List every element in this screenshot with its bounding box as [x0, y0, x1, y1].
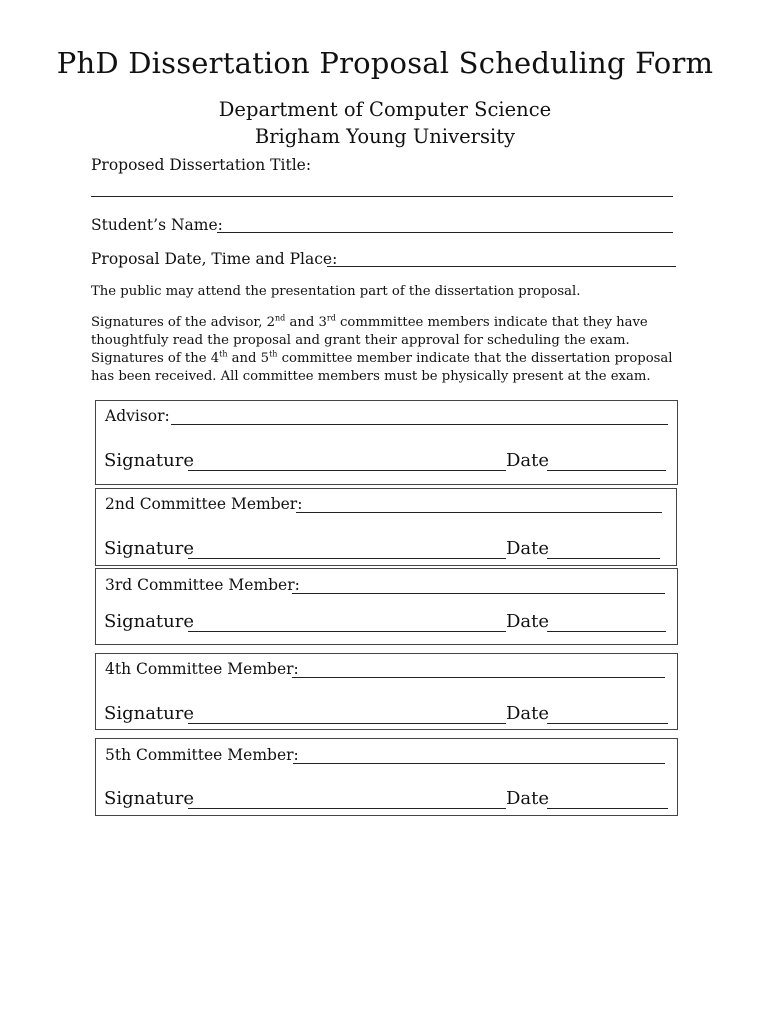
public-notice: The public may attend the presentation part of the dissertation proposal. [91, 284, 581, 299]
member-2-date-field[interactable] [547, 558, 660, 559]
member-3-signature-field[interactable] [188, 631, 506, 632]
member-5-name-field[interactable] [293, 763, 665, 764]
dissertation-title-field[interactable] [91, 196, 673, 197]
member-4-label: 4th Committee Member: [105, 660, 299, 678]
proposal-date-field[interactable] [327, 266, 676, 267]
member-3-label: 3rd Committee Member: [105, 576, 300, 594]
advisor-date-label: Date [506, 450, 550, 471]
member-5-signature-label: Signature [104, 788, 195, 809]
member-4-box [95, 653, 678, 730]
member-4-name-field[interactable] [292, 677, 665, 678]
advisor-signature-label: Signature [104, 450, 195, 471]
member-3-date-field[interactable] [547, 631, 666, 632]
advisor-date-field[interactable] [547, 470, 666, 471]
advisor-name-field[interactable] [171, 424, 668, 425]
member-4-date-label: Date [506, 703, 550, 724]
member-2-signature-field[interactable] [188, 558, 506, 559]
member-3-box [95, 568, 678, 645]
advisor-label: Advisor: [105, 407, 170, 425]
member-2-date-label: Date [506, 538, 550, 559]
student-name-field[interactable] [217, 232, 673, 233]
member-5-label: 5th Committee Member: [105, 746, 299, 764]
member-4-signature-field[interactable] [188, 723, 506, 724]
member-3-date-label: Date [506, 611, 550, 632]
advisor-box [95, 400, 678, 485]
member-2-box [95, 488, 677, 566]
member-5-signature-field[interactable] [188, 808, 506, 809]
proposal-date-label: Proposal Date, Time and Place: [91, 250, 338, 268]
member-4-date-field[interactable] [547, 723, 668, 724]
department-name: Department of Computer Science [218, 98, 552, 121]
student-name-label: Student’s Name: [91, 216, 223, 234]
member-5-date-label: Date [506, 788, 550, 809]
member-2-name-field[interactable] [296, 512, 662, 513]
member-2-label: 2nd Committee Member: [105, 495, 303, 513]
member-3-signature-label: Signature [104, 611, 195, 632]
signatures-note: Signatures of the advisor, 2nd and 3rd commmittee members indicate that they have thoughtfuly read the proposal and grant their approval for scheduling the exam. Signatures of the 4th and 5th committee member indicate that the dissertation proposal has been received. All committee members must be physically present at the exam. [91, 313, 673, 384]
member-2-signature-label: Signature [104, 538, 195, 559]
form-title: PhD Dissertation Proposal Scheduling Form [56, 46, 714, 80]
dissertation-title-label: Proposed Dissertation Title: [91, 156, 312, 174]
member-4-signature-label: Signature [104, 703, 195, 724]
member-5-box [95, 738, 678, 816]
member-5-date-field[interactable] [547, 808, 668, 809]
member-3-name-field[interactable] [292, 593, 665, 594]
advisor-signature-field[interactable] [188, 470, 506, 471]
university-name: Brigham Young University [254, 125, 516, 148]
